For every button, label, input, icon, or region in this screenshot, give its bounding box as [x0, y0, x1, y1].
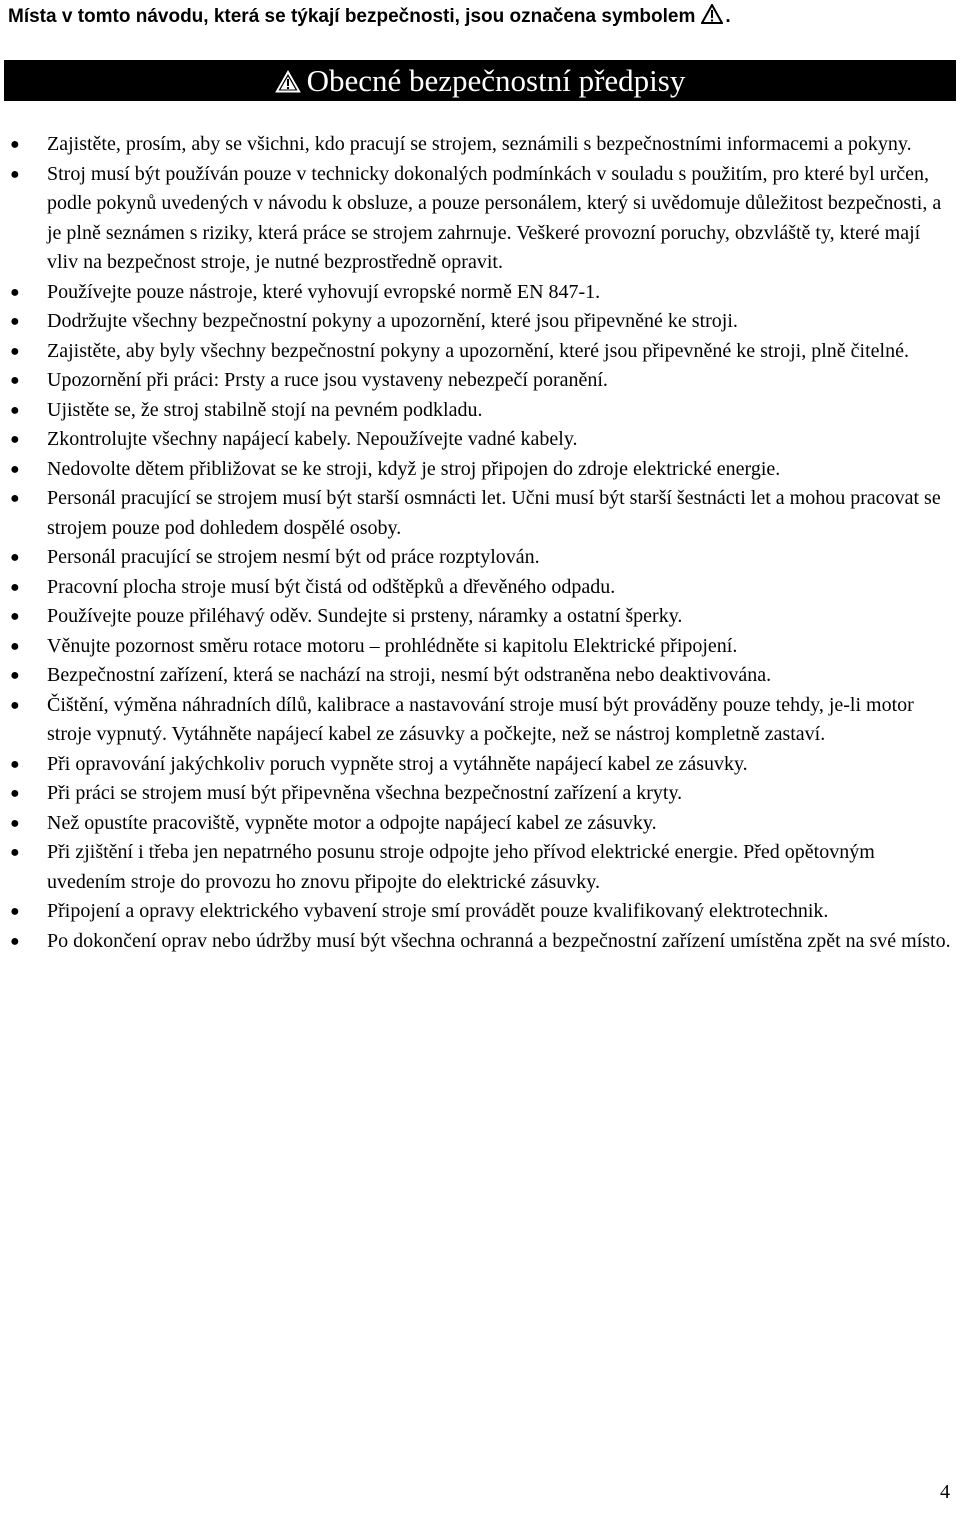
bullet-icon: ●	[10, 460, 20, 478]
page-number: 4	[940, 1481, 950, 1503]
bullet-icon: ●	[10, 401, 20, 419]
rule-item	[0, 396, 960, 426]
rule-text: Věnujte pozornost směru rotace motoru – prohlédněte si kapitolu Elektrické připojení.	[47, 634, 738, 657]
intro-suffix: .	[725, 6, 731, 27]
rule-item	[0, 750, 960, 780]
rule-item	[0, 897, 960, 927]
intro-line	[8, 4, 731, 32]
rule-text: Stroj musí být používán pouze v technicky dokonalých podmínkách v souladu s použitím, pro které byl určen, podle pokynů uvedených v návodu k obsluze, a pouze personálem, který si uvědomuje důležitost bezpečnosti, a je plně seznámen s riziky, která práce se strojem zahrnuje. Veškeré provozní poruchy, obzvláště ty, které mají vliv na bezpečnost stroje, je nutné bezprostředně opravit.	[47, 162, 942, 273]
intro-text: Místa v tomto návodu, která se týkají bezpečnosti, jsou označena symbolem	[8, 6, 696, 27]
bullet-icon: ●	[10, 136, 20, 153]
rule-item	[0, 632, 960, 662]
rule-text: Personál pracující se strojem nesmí být od práce rozptylován.	[47, 546, 540, 568]
section-title: Obecné bezpečnostní předpisy	[306, 63, 686, 98]
bullet-icon: ●	[10, 549, 20, 566]
rule-text: Ujistěte se, že stroj stabilně stojí na pevném podkladu.	[47, 398, 483, 421]
rule-text: Při zjištění i třeba jen nepatrného posunu stroje odpojte jeho přívod elektrické energie. Před opětovným uvedením stroje do provozu ho znovu připojte do elektrické zásuvky.	[47, 841, 875, 893]
rule-item	[0, 307, 960, 337]
rule-item	[0, 484, 960, 543]
rule-item	[0, 809, 960, 839]
rule-text: Upozornění při práci: Prsty a ruce jsou vystaveny nebezpečí poranění.	[47, 369, 608, 391]
bullet-icon: ●	[10, 844, 20, 861]
bullet-icon: ●	[10, 696, 20, 714]
bullet-icon: ●	[10, 372, 20, 389]
bullet-icon: ●	[10, 313, 20, 330]
bullet-icon: ●	[10, 431, 20, 448]
rule-item	[0, 425, 960, 455]
rule-item	[0, 160, 960, 278]
rule-item	[0, 927, 960, 957]
rule-item	[0, 455, 960, 485]
bullet-icon: ●	[10, 755, 20, 773]
rule-text: Po dokončení oprav nebo údržby musí být všechna ochranná a bezpečnostní zařízení umístěna zpět na své místo.	[47, 929, 951, 952]
bullet-icon: ●	[10, 283, 20, 301]
rule-text: Zajistěte, prosím, aby se všichni, kdo pracují se strojem, seznámili s bezpečnostními informacemi a pokyny.	[47, 133, 912, 155]
warning-triangle-icon	[701, 4, 723, 32]
rule-item	[0, 573, 960, 603]
rule-text: Pracovní plocha stroje musí být čistá od odštěpků a dřevěného odpadu.	[47, 575, 616, 598]
rule-text: Zajistěte, aby byly všechny bezpečnostní pokyny a upozornění, které jsou připevněné ke stroji, plně čitelné.	[47, 339, 909, 362]
bullet-icon: ●	[10, 490, 20, 507]
rule-item	[0, 691, 960, 750]
bullet-icon: ●	[10, 814, 20, 832]
rule-text: Nedovolte dětem přibližovat se ke stroji, když je stroj připojen do zdroje elektrické energie.	[47, 457, 781, 480]
rule-text: Používejte pouze nástroje, které vyhovují evropské normě EN 847-1.	[47, 280, 601, 303]
rule-text: Používejte pouze přiléhavý oděv. Sundejte si prsteny, náramky a ostatní šperky.	[47, 605, 683, 627]
rule-item	[0, 366, 960, 396]
rule-item	[0, 779, 960, 809]
bullet-icon: ●	[10, 608, 20, 625]
bullet-icon: ●	[10, 667, 20, 684]
rule-item	[0, 661, 960, 691]
rule-item	[0, 337, 960, 367]
safety-rules-list	[0, 130, 960, 956]
rule-item	[0, 130, 960, 160]
rule-text: Čištění, výměna náhradních dílů, kalibrace a nastavování stroje musí být prováděny pouze tehdy, je-li motor stroje vypnutý. Vytáhněte napájecí kabel ze zásuvky a počkejte, než se nástroj kompletně zastaví.	[47, 693, 914, 745]
bullet-icon: ●	[10, 165, 20, 183]
bullet-icon: ●	[10, 578, 20, 596]
rule-text: Než opustíte pracoviště, vypněte motor a odpojte napájecí kabel ze zásuvky.	[47, 811, 657, 834]
rule-text: Při opravování jakýchkoliv poruch vypněte stroj a vytáhněte napájecí kabel ze zásuvky.	[47, 752, 748, 775]
bullet-icon: ●	[10, 637, 20, 655]
bullet-icon: ●	[10, 932, 20, 950]
rule-text: Zkontrolujte všechny napájecí kabely. Nepoužívejte vadné kabely.	[47, 428, 578, 450]
rule-item	[0, 838, 960, 897]
rule-text: Bezpečnostní zařízení, která se nachází na stroji, nesmí být odstraněna nebo deaktivována.	[47, 664, 772, 686]
bullet-icon: ●	[10, 903, 20, 920]
rule-text: Dodržujte všechny bezpečnostní pokyny a upozornění, které jsou připevněné ke stroji.	[47, 310, 738, 332]
bullet-icon: ●	[10, 785, 20, 802]
bullet-icon: ●	[10, 342, 20, 360]
rule-text: Personál pracující se strojem musí být starší osmnácti let. Učni musí být starší šestnácti let a mohou pracovat se strojem pouze pod dohledem dospělé osoby.	[47, 487, 941, 539]
warning-triangle-icon	[275, 62, 301, 103]
section-title-bar	[4, 60, 956, 101]
rule-text: Při práci se strojem musí být připevněna všechna bezpečnostní zařízení a kryty.	[47, 782, 683, 804]
rule-text: Připojení a opravy elektrického vybavení stroje smí provádět pouze kvalifikovaný elektrotechnik.	[47, 900, 829, 922]
rule-item	[0, 543, 960, 573]
rule-item	[0, 278, 960, 308]
rule-item	[0, 602, 960, 632]
